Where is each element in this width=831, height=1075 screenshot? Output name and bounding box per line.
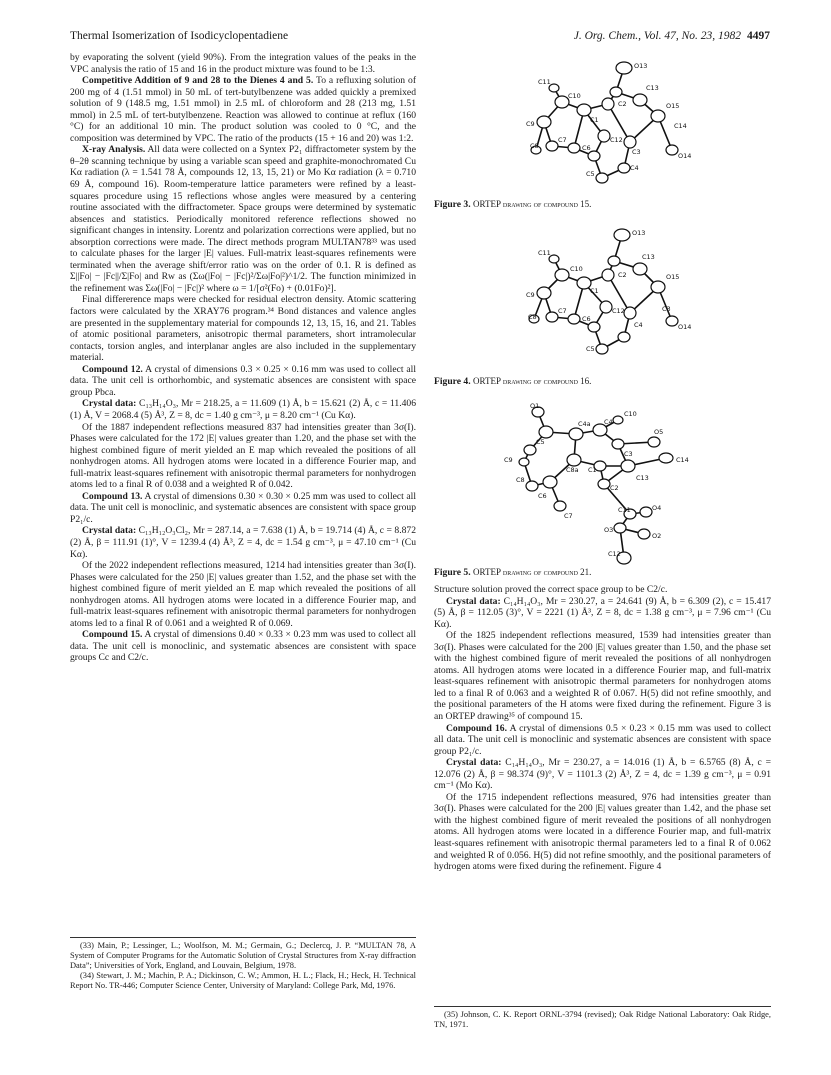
atom-label: C5: [536, 438, 545, 446]
run-in-heading: Compound 12.: [82, 363, 143, 375]
paragraph: Of the 1715 independent reflections measured, 976 had intensities greater than 3σ(I). Phases were calculated for the 200 |E| values greater than 1.42, and the phase set with the highest combined figure of merit revealed the positions of all nonhydrogen atoms. All hydrogen atoms were located in a difference Fourier map, and full-matrix least-squares refinement with anisotropic thermal parameters led to a final R of 0.062 and weighted R of 0.056. H(5) did not refine smoothly, and the positional parameters of hydrogen atoms were fixed during the refinement. Figure 4: [434, 791, 771, 873]
paragraph: [70, 525, 416, 560]
atom-label: C13: [646, 84, 659, 92]
atom-label: C14: [676, 456, 689, 464]
paragraph-body: A crystal of dimensions 0.5 × 0.23 × 0.15 mm was used to collect all data. The unit cell is monoclinic and systematic absences are consistent with space group P2₁/c.: [434, 722, 771, 757]
atom-label: C7: [558, 307, 567, 315]
atom-label: C4: [630, 164, 639, 172]
atom-label: C8: [516, 476, 525, 484]
page-header: [70, 30, 770, 46]
atom-label: C3: [632, 148, 641, 156]
running-title: Thermal Isomerization of Isodicyclopentadiene: [70, 30, 289, 42]
atom-label: C9: [504, 456, 513, 464]
footnotes-left: [70, 941, 416, 991]
figure-label: Figure 4.: [434, 376, 471, 387]
paragraph: [434, 596, 771, 631]
atom-label: O2: [652, 532, 662, 540]
footnotes-right: [434, 1010, 771, 1030]
atom-label: C10: [570, 265, 583, 273]
figure-caption-text: ORTEP drawing of compound 15.: [473, 199, 592, 209]
left-column: [70, 52, 416, 664]
paragraph: Structure solution proved the correct space group to be C2/c.: [434, 584, 668, 595]
paragraph-body: C₁₄H₁₄O₃, Mr = 230.27, a = 24.641 (9) Å, b = 6.309 (2), c = 15.417 (5) Å, β = 112.05 (3)°, V = 2221 (1) Å³, Z = 8, dc = 1.38 g cm⁻³, μ = 7.96 cm⁻¹ (Cu Kα).: [434, 595, 771, 630]
atom-label: C7: [564, 512, 573, 520]
figure-3-caption: [434, 199, 591, 210]
atom-label: C8a: [566, 466, 579, 474]
atom-label: O13: [634, 62, 648, 70]
figure-caption-text: ORTEP drawing of compound 21.: [473, 567, 592, 577]
run-in-heading: Compound 16.: [446, 722, 507, 734]
ortep-compound-21: [434, 400, 771, 570]
atom-label: C8: [530, 142, 539, 150]
atom-label: C11: [618, 506, 631, 514]
paragraph: [70, 629, 416, 664]
atom-label: C6: [582, 315, 591, 323]
atom-label: C1: [590, 116, 599, 124]
atom-label: C9: [526, 291, 535, 299]
footnote-rule: [70, 937, 416, 938]
atom-label: C5: [586, 345, 595, 353]
figure-4-ortep-drawing: [434, 215, 771, 370]
paragraph-body: A crystal of dimensions 0.40 × 0.33 × 0.23 mm was used to collect all data. The unit cell is monoclinic, and systematic absences are consistent with space groups Cc and C2/c.: [70, 629, 417, 664]
paragraph: Of the 2022 independent reflections measured, 1214 had intensities greater than 3σ(I). Phases were calculated for the 250 |E| values greater than 1.52, and the phase set with the highest combined figure of merit yielded an E map which revealed the positions of all nonhydrogen atoms. All hydrogen atoms were located in a difference Fourier map, and full-matrix least-squares refinement with anisotropic thermal parameters for nonhydrogen atoms led to a final R of 0.061 and a weighted R of 0.069.: [70, 560, 416, 629]
journal-citation: [574, 30, 770, 42]
figure-label: Figure 3.: [434, 199, 471, 210]
paragraph: by evaporating the solvent (yield 90%). From the integration values of the peaks in the VPC analysis the ratio of 15 and 16 in the product mixture was found to be 1:3.: [70, 52, 416, 75]
atom-label: C7: [558, 136, 567, 144]
run-in-heading: Compound 13.: [82, 490, 143, 502]
atom-label: C8: [528, 313, 537, 321]
footnote: (34) Stewart, J. M.; Machin, P. A.; Dickinson, C. W.; Ammon, H. L.; Flack, H.; Heck, H. Technical Report No. TR-446; Computer Science Center, University of Maryland: College Park, Md, 1976.: [70, 971, 416, 990]
paragraph-body: C₁₃H₁₂O₃Cl₂, Mr = 287.14, a = 7.638 (1) Å, b = 19.714 (4) Å, c = 8.872 (2) Å, β = 111.91 (1)°, V = 1239.4 (4) Å³, Z = 4, dc = 1.54 g cm⁻³, μ = 47.10 cm⁻¹ (Cu Kα).: [70, 525, 416, 560]
atom-label: C6: [582, 144, 591, 152]
figure-4-caption: [434, 376, 591, 387]
atom-label: C11: [538, 249, 551, 257]
paragraph: Of the 1887 independent reflections measured 837 had intensities greater than 3σ(I). Phases were calculated for the 172 |E| values greater than 1.20, and the phase set with the highest combined figure of merit yielded an E map which revealed the positions of all nonhydrogen atoms. All hydrogen atoms were located in a difference Fourier map, and full-matrix least-squares refinement with anisotropic thermal parameters for nonhydrogen atoms led to a final R of 0.038 and a weighted R of 0.042.: [70, 421, 416, 491]
atom-label: C12: [610, 136, 623, 144]
atom-label: C3: [624, 450, 633, 458]
atom-label: C4a: [578, 420, 591, 428]
run-in-heading: Competitive Addition of 9 and 28 to the Dienes 4 and 5.: [82, 75, 314, 87]
atom-label: C9: [526, 120, 535, 128]
paragraph-body: A crystal of dimensions 0.30 × 0.30 × 0.25 mm was used to collect all data. The unit cell is monoclinic, and systematic absences are consistent with space group P2₁/c.: [70, 490, 417, 525]
run-in-heading: Crystal data:: [82, 525, 137, 537]
paragraph: [70, 398, 416, 421]
run-in-heading: Crystal data:: [82, 398, 137, 410]
figure-caption-text: ORTEP drawing of compound 16.: [473, 376, 592, 386]
paragraph: [70, 75, 416, 144]
atom-label: O1: [530, 402, 540, 410]
ortep-compound-15: [434, 50, 771, 200]
atom-label: O15: [666, 273, 680, 281]
atom-label: C14: [674, 122, 687, 130]
atom-label: C1: [590, 287, 599, 295]
atom-label: C2: [610, 484, 619, 492]
journal-name: J. Org. Chem., Vol. 47, No. 23, 1982: [573, 30, 741, 42]
footnote-rule: [434, 1006, 771, 1007]
paragraph-body: All data were collected on a Syntex P2₁ diffractometer system by the θ–2θ scanning technique by using a variable scan speed and graphite-monochromated Cu Kα radiation (λ = 1.541 78 Å, compounds 12, 13, 15, 21) or Mo Kα radiation (λ = 0.710 69 Å, compound 16). Room-temperature lattice parameters were refined by a least-squares procedure using 15 reflections whose angles were measured by a centering routine associated with the diffractometer. Space groups were determined by systematic absences and statistics. Periodically monitored reference reflections showed no significant changes in intensity. Lorentz and polarization corrections were applied, but no absorption corrections were made. The direct methods program MULTAN78³³ was used to calculate phases for the larger |E| values. Full-matrix least-squares refinements were terminated when the average shift/error ratio was on the order of 0.1. R is defined as Σ||Fo| − |Fc||/Σ|Fo| and Rw as (Σω(|Fo| − |Fc|)²/Σω|Fo|²)^1/2. The function minimized in the refinement was Σω(|Fo| − |Fc|)² where ω = 1/[σ²(Fo) + (0.01Fo)²].: [70, 144, 416, 294]
figure-5-ortep-drawing: [434, 400, 771, 570]
paragraph: [434, 723, 771, 758]
atom-label: O4: [652, 504, 662, 512]
page-number: 4497: [747, 30, 770, 42]
ortep-compound-16: [434, 215, 771, 370]
paragraph: Of the 1825 independent reflections measured, 1539 had intensities greater than 3σ(I). Phases were calculated for the 200 |E| values greater than 1.50, and the phase set with the highest combined figure of merit revealed the positions of all nonhydrogen atoms. All hydrogen atoms were located in a difference Fourier map, and full-matrix least-squares refinement with anisotropic thermal parameters for nonhydrogen atoms led to a final R of 0.063 and a weighted R of 0.067. H(5) did not refine smoothly, and the positional parameters of the H atoms were fixed during the refinement. Figure 3 is an ORTEP drawing³⁵ of compound 15.: [434, 630, 771, 723]
paragraph-body: A crystal of dimensions 0.3 × 0.25 × 0.16 mm was used to collect all data. The unit cell is orthorhombic, and systematic absences are consistent with space group Pbca.: [70, 363, 416, 398]
atom-label: C13: [642, 253, 655, 261]
atom-label: C10: [568, 92, 581, 100]
atom-label: C1: [588, 466, 597, 474]
atom-label: O15: [666, 102, 680, 110]
atom-label: O14: [678, 152, 692, 160]
right-column: [434, 584, 771, 873]
figure-label: Figure 5.: [434, 567, 471, 578]
atom-label: C13: [636, 474, 649, 482]
atom-label: C12: [608, 550, 621, 558]
atom-label: C4: [604, 418, 613, 426]
paragraph-body: C₁₃H₁₄O₃, Mr = 218.25, a = 11.609 (1) Å, b = 15.621 (2) Å, c = 11.406 (1) Å, V = 2068.4 (5) Å³, Z = 8, dc = 1.40 g cm⁻³, μ = 8.20 cm⁻¹ (Cu Kα).: [70, 398, 417, 421]
atom-label: O13: [632, 229, 646, 237]
atom-label: O3: [604, 526, 614, 534]
atom-label: O5: [654, 428, 664, 436]
run-in-heading: Crystal data:: [446, 757, 502, 769]
figure-5-caption: [434, 567, 591, 578]
atom-label: C4: [634, 321, 643, 329]
paragraph: [70, 364, 416, 399]
atom-label: C10: [624, 410, 637, 418]
atom-label: C3: [662, 305, 671, 313]
atom-label: C12: [612, 307, 625, 315]
paragraph-body: To a refluxing solution of 200 mg of 4 (1.51 mmol) in 50 mL of tert-butylbenzene was added quickly a premixed solution of 9 (148.5 mg, 1.51 mmol) in 2.5 mL of chloroform and 28 (213 mg, 1.51 mmol) in 2.5 mL of tert-butylbenzene. Reaction was allowed to continue at reflux (160 °C) for an additional 10 min. The product solution was cooled to 0 °C, and the composition was determined by VPC. The ratio of the products (15 + 16 and 20) was 1:2.: [70, 75, 417, 144]
run-in-heading: Crystal data:: [446, 595, 501, 607]
atom-label: C2: [618, 271, 627, 279]
run-in-heading: Compound 15.: [82, 629, 143, 641]
paragraph: Final differerence maps were checked for residual electron density. Atomic scattering factors were calculated by the XRAY76 program.³⁴ Bond distances and valence angles are presented in the supplementary material for compounds 12, 13, 15, 16, and 21. Tables of atomic positional parameters, anisotropic thermal parameters, short intramolecular contacts, torsion angles, and interplanar angles are also included in the supplementary material.: [70, 294, 416, 364]
figure-3-ortep-drawing: [434, 50, 771, 200]
atom-label: C6: [538, 492, 547, 500]
paragraph: [70, 144, 416, 294]
atom-label: C5: [586, 170, 595, 178]
run-in-heading: X-ray Analysis.: [82, 144, 146, 156]
footnote: (35) Johnson, C. K. Report ORNL-3794 (revised); Oak Ridge National Laboratory: Oak Ridge, TN, 1971.: [434, 1010, 771, 1029]
paragraph-body: C₁₄H₁₄O₃, Mr = 230.27, a = 14.016 (1) Å, b = 6.5765 (8) Å, c = 12.076 (2) Å, β = 98.374 (9)°, V = 1101.3 (2) Å³, Z = 4, dc = 1.39 g cm⁻³, μ = 0.91 cm⁻¹ (Mo Kα).: [434, 757, 771, 792]
paragraph: [434, 757, 771, 792]
atom-label: O14: [678, 323, 692, 331]
footnote: (33) Main, P.; Lessinger, L.; Woolfson, M. M.; Germain, G.; Declercq, J. P. “MULTAN 78, A System of Computer Programs for the Automatic Solution of Crystal Structures from X-ray diffraction Data”; Universities of York, England, and Louvain, Belgium, 1978.: [70, 941, 416, 970]
atom-label: C2: [618, 100, 627, 108]
atom-label: C11: [538, 78, 551, 86]
paragraph: [70, 491, 416, 526]
